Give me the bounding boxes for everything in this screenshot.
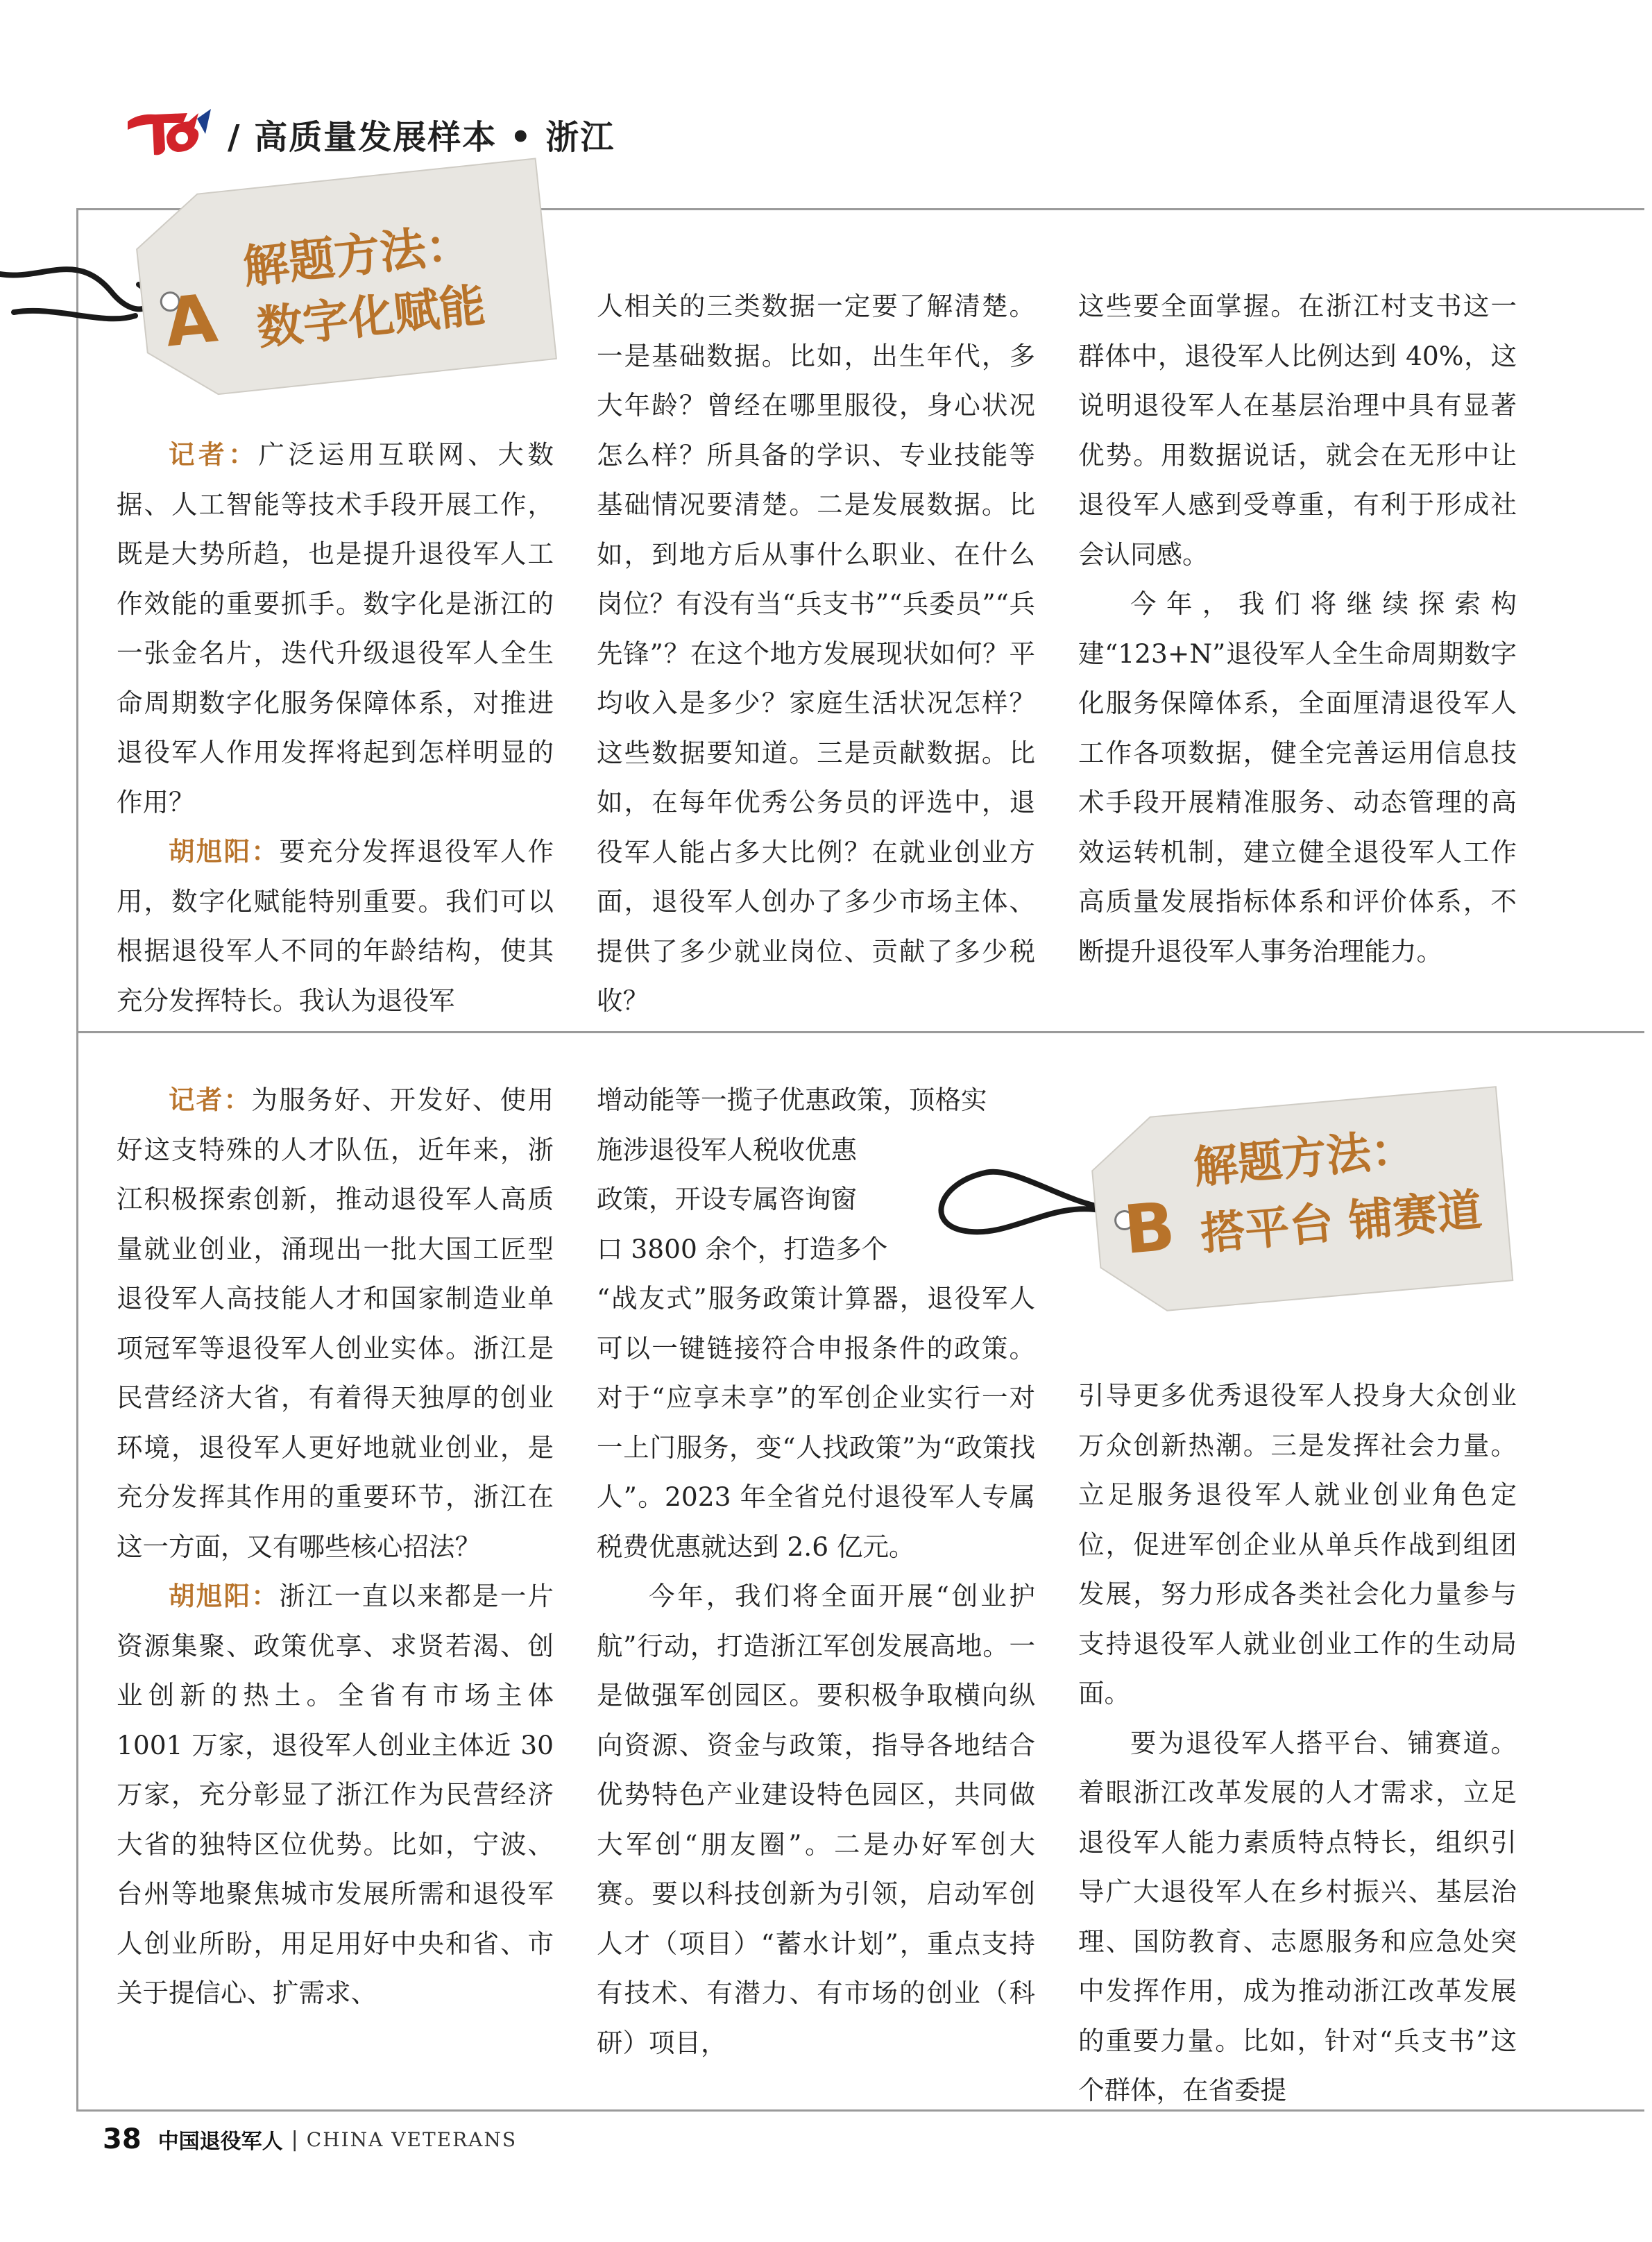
left-rule-b (76, 1031, 78, 2111)
text-line: 政策，开设专属咨询窗 (597, 1184, 857, 1214)
speaker-label: 胡旭阳： (169, 1581, 280, 1611)
footer-separator: | (291, 2127, 298, 2152)
paragraph-text: 要为退役军人搭平台、铺赛道。着眼浙江改革发展的人才需求，立足退役军人能力素质特点特长，组织引导广大退役军人在乡村振兴、基层治理、国防教育、志愿服务和应急处突中发挥作用，成为推动浙江改革发展的重要力量。比如，针对“兵支书”这个群体，在省委提 (1078, 1727, 1517, 2105)
speaker-label: 胡旭阳： (169, 836, 280, 867)
text-line: 增动能等一揽子优惠政策，顶格实 (597, 1085, 987, 1115)
page-footer (103, 2123, 517, 2155)
paragraph-text: 浙江一直以来都是一片资源集聚、政策优享、求贤若渴、创业创新的热土。全省有市场主体 1001 万家，退役军人创业主体近 30 万家，充分彰显了浙江作为民营经济大省的独特区位优势。比如，宁波、台州等地聚焦城市发展所需和退役军人创业所盼，用足用好中央和省、市关于提信心、扩需求、 (117, 1581, 554, 2008)
tag-b-title-2: 搭平台 铺赛道 (1198, 1184, 1484, 1261)
paragraph-text: 这些要全面掌握。在浙江村支书这一群体中，退役军人比例达到 40%，这说明退役军人在基层治理中具有显著优势。用数据说话，就会在无形中让退役军人感到受尊重，有利于形成社会认同感。 (1078, 291, 1517, 570)
magazine-name-cn: 中国退役军人 (157, 2130, 283, 2154)
tag-b-letter: B (1121, 1187, 1178, 1269)
speaker-label: 记者： (169, 1085, 252, 1115)
text-line: 施涉退役军人税收优惠 (597, 1134, 857, 1165)
paragraph (117, 827, 554, 1026)
section-a-column-1 (117, 430, 554, 1026)
page-number: 38 (103, 2123, 142, 2155)
paragraph-text: 为服务好、开发好、使用好这支特殊的人才队伍，近年来，浙江积极探索创新，推动退役军人高质量就业创业，涌现出一批大国工匠型退役军人高技能人才和国家制造业单项冠军等退役军人创业实体。浙江是民营经济大省，有着得天独厚的创业环境，退役军人更好地就业创业，是充分发挥其作用的重要环节，浙江在这一方面，又有哪些核心招法？ (117, 1085, 554, 1562)
tag-a-letter: A (161, 279, 221, 362)
text-line: 口 3800 余个，打造多个 (597, 1233, 888, 1264)
tag-b-title-1: 解题方法： (1191, 1123, 1417, 1194)
paragraph (117, 1572, 554, 2019)
header-title: / 高质量发展样本 • 浙江 (228, 117, 615, 157)
section-b-column-3 (1078, 1371, 1517, 2116)
paragraph-text: 要充分发挥退役军人作用，数字化赋能特别重要。我们可以根据退役军人不同的年龄结构，使其充分发挥特长。我认为退役军 (117, 836, 554, 1016)
section-b-column-1 (117, 1076, 554, 2019)
middle-rule (76, 1031, 1644, 1033)
paragraph-text: 今年，我们将全面开展“创业护航”行动，打造浙江军创发展高地。一是做强军创园区。要积极争取横向纵向资源、资金与政策，指导各地结合优势特色产业建设特色园区，共同做大军创“朋友圈”。二是办好军创大赛。要以科技创新为引领，启动军创人才（项目）“蓄水计划”，重点支持有技术、有潜力、有市场的创业（科研）项目， (597, 1581, 1035, 2058)
speaker-label: 记者： (169, 439, 259, 470)
paragraph-text: 今年，我们将继续探索构建“123+N”退役军人全生命周期数字化服务保障体系，全面厘清退役军人工作各项数据，健全完善运用信息技术手段开展精准服务、动态管理的高效运转机制，建立健全退役军人工作高质量发展指标体系和评价体系，不断提升退役军人事务治理能力。 (1078, 588, 1517, 967)
paragraph-text: “战友式”服务政策计算器，退役军人可以一键链接符合申报条件的政策。对于“应享未享”的军创企业实行一对一上门服务，变“人找政策”为“政策找人”。2023 年全省兑付退役军人专属税费优惠就达到 2.6 亿元。 (597, 1283, 1035, 1562)
tag-a-title-2: 数字化赋能 (254, 278, 488, 356)
paragraph-text: 人相关的三类数据一定要了解清楚。一是基础数据。比如，出生年代，多大年龄？曾经在哪里服役，身心状况怎么样？所具备的学识、专业技能等基础情况要清楚。二是发展数据。比如，到地方后从事什么职业、在什么岗位？有没有当“兵支书”“兵委员”“兵先锋”？在这个地方发展现状如何？平均收入是多少？家庭生活状况怎样？这些数据要知道。三是贡献数据。比如，在每年优秀公务员的评选中，退役军人能占多大比例？在就业创业方面，退役军人创办了多少市场主体、提供了多少就业岗位、贡献了多少税收？ (597, 291, 1035, 1016)
tag-a-title-1: 解题方法： (240, 216, 475, 295)
paragraph-text: 广泛运用互联网、大数据、人工智能等技术手段开展工作，既是大势所趋，也是提升退役军人工作效能的重要抓手。数字化是浙江的一张金名片，迭代升级退役军人全生命周期数字化服务保障体系，对推进退役军人作用发挥将起到怎样明显的作用？ (117, 439, 554, 817)
section-a-column-2 (597, 282, 1035, 1026)
tag-b (895, 1062, 1547, 1353)
section-a-column-3 (1078, 282, 1517, 976)
tag-a (0, 153, 597, 444)
magazine-name-en: CHINA VETERANS (306, 2128, 518, 2151)
paragraph (117, 1076, 554, 1572)
paragraph-text: 引导更多优秀退役军人投身大众创业万众创新热潮。三是发挥社会力量。立足服务退役军人就业创业角色定位，促进军创企业从单兵作战到组团发展，努力形成各类社会化力量参与支持退役军人就业创业工作的生动局面。 (1078, 1380, 1517, 1708)
paragraph (117, 430, 554, 827)
